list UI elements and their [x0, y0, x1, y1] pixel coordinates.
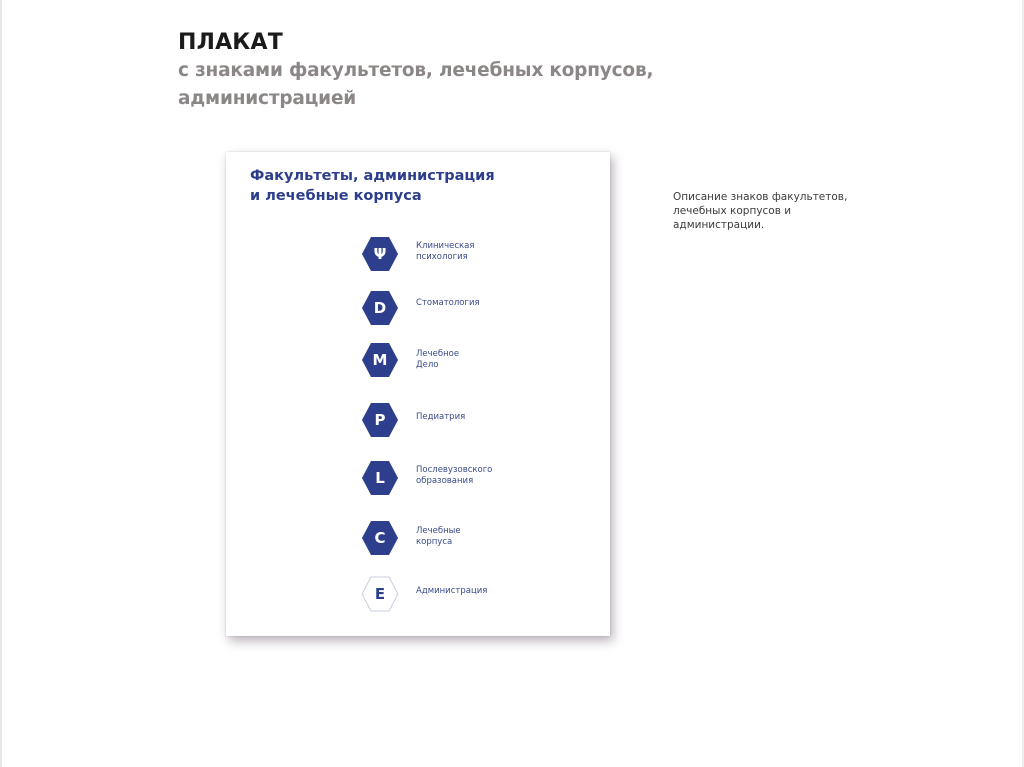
slide-subtitle-line-1: с знаками факультетов, лечебных корпусов,	[178, 60, 654, 81]
slide-title: ПЛАКАТ	[178, 30, 283, 55]
faculty-item-pediatrics	[361, 402, 591, 440]
faculty-label: Стоматология	[416, 298, 480, 308]
faculty-item-general-medicine	[361, 342, 591, 380]
faculty-item-clinical-psychology	[361, 236, 591, 274]
poster-title-line-1: Факультеты, администрация	[250, 168, 495, 184]
faculty-item-administration	[361, 576, 591, 614]
faculty-item-postgraduate	[361, 460, 591, 498]
slide-edge-left	[0, 0, 2, 767]
side-description: Описание знаков факультетов, лечебных корпусов и администрации.	[673, 191, 848, 231]
poster	[226, 152, 610, 636]
poster-title-line-2: и лечебные корпуса	[250, 188, 422, 204]
faculty-letter: E	[374, 585, 386, 603]
faculty-letter: M	[372, 351, 388, 369]
faculty-letter: Ψ	[373, 245, 387, 263]
faculty-label: Послевузовского образования	[416, 465, 493, 486]
slide-subtitle-line-2: администрацией	[178, 88, 357, 109]
faculty-item-dentistry	[361, 290, 591, 328]
faculty-item-clinical-buildings	[361, 520, 591, 558]
faculty-label: Клиническая психология	[416, 241, 475, 262]
faculty-letter: L	[375, 469, 385, 487]
faculty-label: Педиатрия	[416, 412, 466, 422]
title-block	[178, 30, 698, 112]
faculty-label: Лечебное Дело	[416, 349, 460, 370]
faculty-letter: C	[374, 529, 386, 547]
faculty-letter: P	[374, 411, 386, 429]
faculty-label: Администрация	[416, 586, 488, 596]
faculty-letter: D	[373, 299, 387, 317]
poster-title	[250, 166, 590, 206]
faculty-label: Лечебные корпуса	[416, 526, 461, 547]
